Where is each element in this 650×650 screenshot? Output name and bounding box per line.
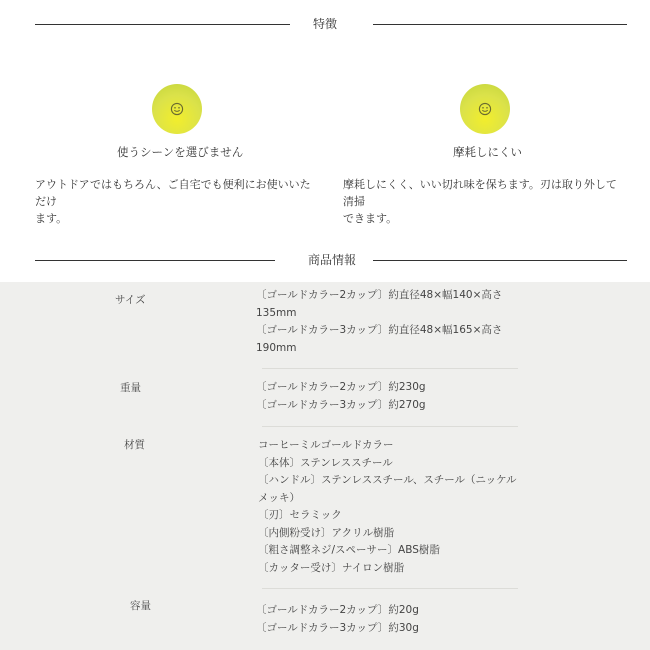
feature-title: 使うシーンを選びません <box>117 145 244 159</box>
spec-value: コーヒーミルゴールドカラー <box>258 439 394 451</box>
spec-value: 〔カッター受け〕ナイロン樹脂 <box>258 561 405 574</box>
spec-value: 〔ゴールドカラー3カップ〕約直径48×幅165×高さ <box>256 324 503 336</box>
spec-divider <box>262 588 518 589</box>
spec-values-size <box>256 287 502 357</box>
spec-value: 190mm <box>256 341 297 354</box>
features-title: 特徴 <box>312 17 337 31</box>
product-info-title: 商品情報 <box>307 253 356 267</box>
feature-description-line: ます。 <box>35 212 68 225</box>
spec-label-size: サイズ <box>115 294 146 306</box>
feature-description <box>35 176 315 227</box>
spec-value: メッキ） <box>258 491 300 504</box>
feature-icon-circle <box>152 84 202 134</box>
spec-value: 〔刃〕セラミック <box>258 509 342 521</box>
product-info-header <box>0 250 650 270</box>
spec-values-material <box>258 437 517 577</box>
header-rule-right <box>373 260 627 261</box>
spec-value: 〔ゴールドカラー2カップ〕約230g <box>256 381 426 393</box>
feature-title: 摩耗しにくい <box>453 145 522 159</box>
spec-value: 〔ハンドル〕ステンレススチール、スチール（ニッケル <box>258 474 517 486</box>
spec-value: 〔本体〕ステンレススチール <box>258 456 393 469</box>
spec-value: 〔粗さ調整ネジ/スペーサー〕ABS樹脂 <box>258 544 440 556</box>
spec-label-material: 材質 <box>124 439 145 451</box>
spec-values-weight <box>256 379 426 414</box>
spec-value: 135mm <box>256 306 297 319</box>
features-header <box>0 14 650 34</box>
spec-divider <box>262 368 518 369</box>
spec-value: 〔内側粉受け〕アクリル樹脂 <box>258 526 395 539</box>
spec-value: 〔ゴールドカラー3カップ〕約30g <box>256 621 419 634</box>
header-rule-right <box>373 24 627 25</box>
spec-label-capacity: 容量 <box>130 600 151 612</box>
feature-description-line: アウトドアではもちろん、ご自宅でも便利にお使いいただけ <box>35 178 311 208</box>
feature-description <box>343 176 623 227</box>
spec-divider <box>262 426 518 427</box>
smiley-icon <box>478 102 492 116</box>
feature-description-line: 摩耗しにくく、いい切れ味を保ちます。刃は取り外して清掃 <box>343 178 617 208</box>
spec-value: 〔ゴールドカラー2カップ〕約20g <box>256 604 419 616</box>
spec-value: 〔ゴールドカラー3カップ〕約270g <box>256 398 426 411</box>
spec-label-weight: 重量 <box>120 382 141 394</box>
feature-icon-circle <box>460 84 510 134</box>
spec-value: 〔ゴールドカラー2カップ〕約直径48×幅140×高さ <box>256 289 503 301</box>
smiley-icon <box>170 102 184 116</box>
spec-values-capacity <box>256 602 419 637</box>
feature-description-line: できます。 <box>343 212 398 225</box>
